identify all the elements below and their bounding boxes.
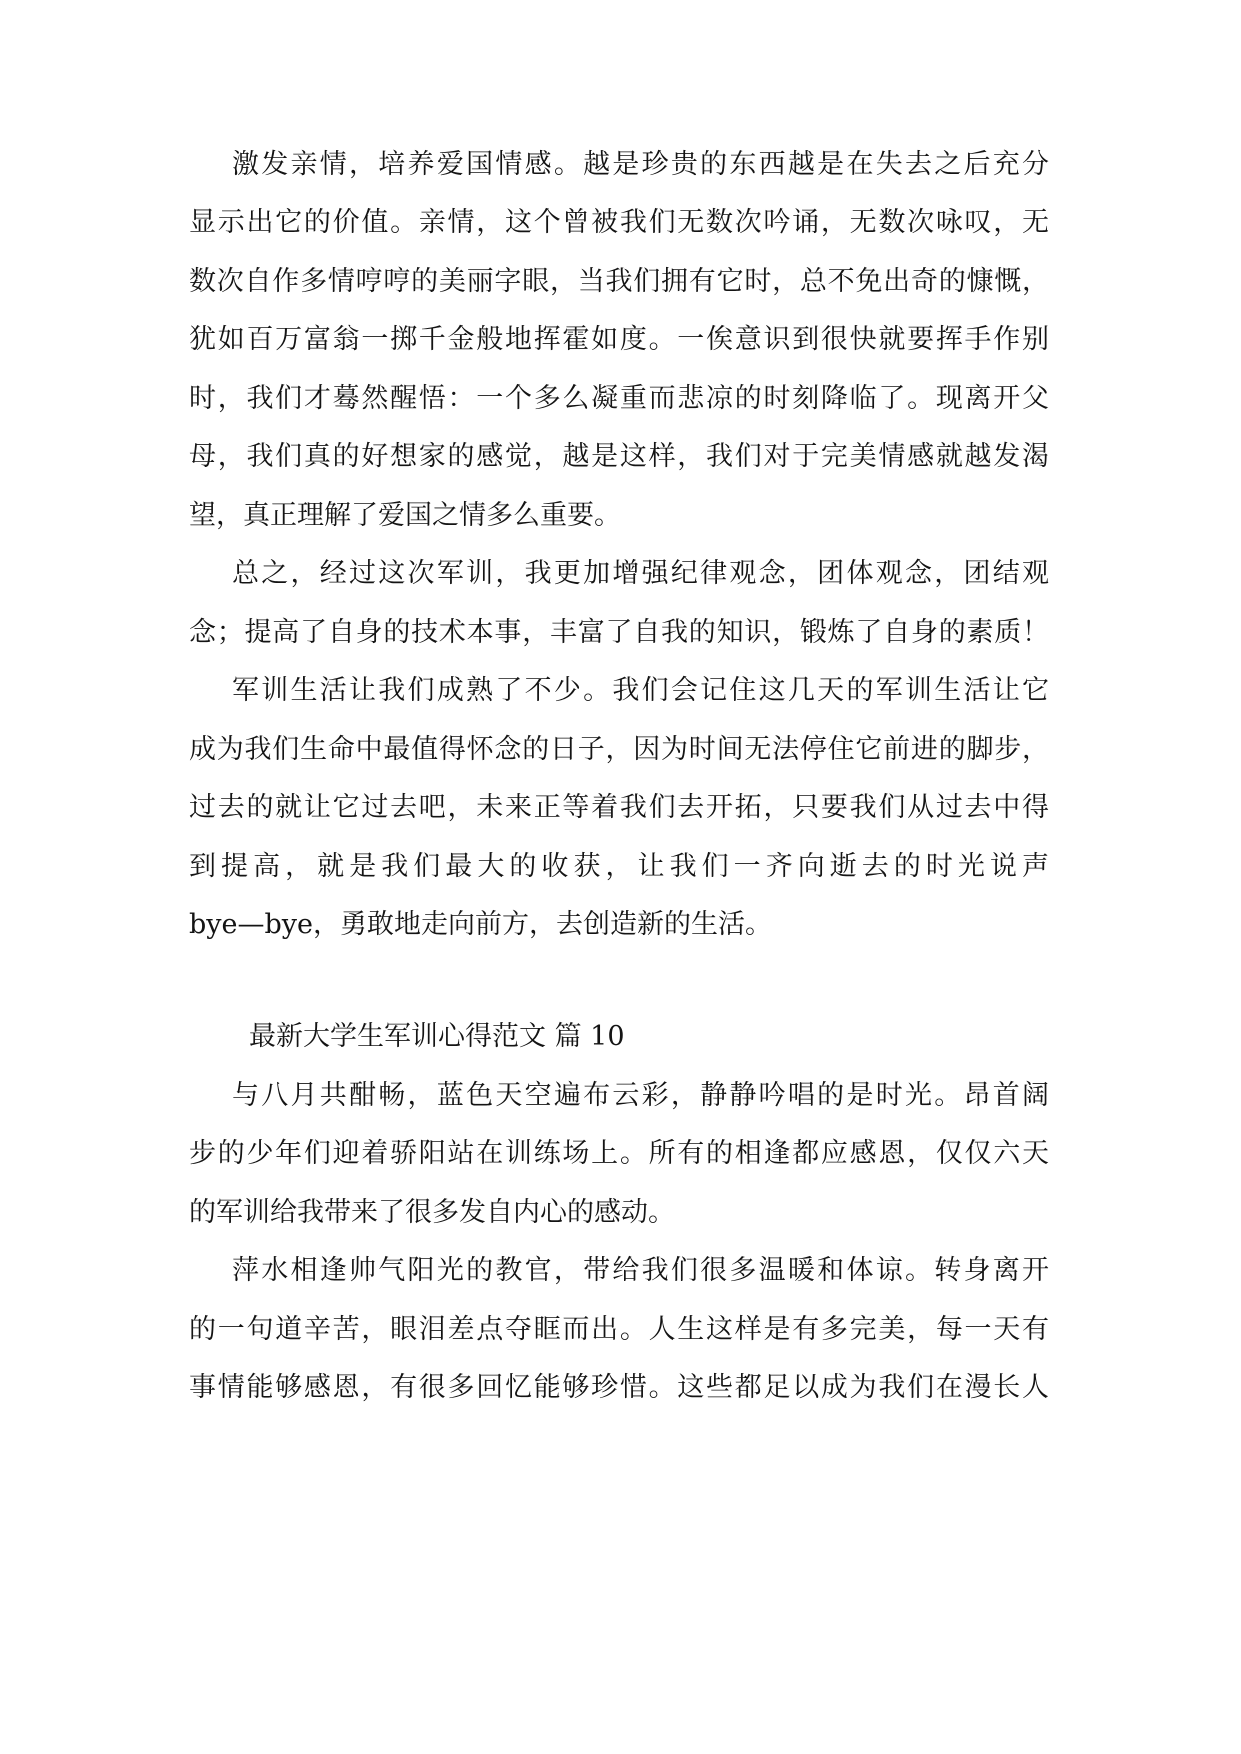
paragraph-line: 显示出它的价值。亲情，这个曾被我们无数次吟诵，无数次咏叹，无 [189,207,1049,238]
paragraph-line: 事情能够感恩，有很多回忆能够珍惜。这些都足以成为我们在漫长人 [189,1372,1049,1403]
paragraph-line: 犹如百万富翁一掷千金般地挥霍如度。一俟意识到很快就要挥手作别 [189,324,1049,355]
section-heading: 最新大学生军训心得范文 篇 10 [249,1021,625,1052]
paragraph-line: 的一句道辛苦，眼泪差点夺眶而出。人生这样是有多完美，每一天有 [189,1314,1049,1345]
paragraph-line: 萍水相逢帅气阳光的教官，带给我们很多温暖和体谅。转身离开 [232,1255,1049,1286]
paragraph-line: 步的少年们迎着骄阳站在训练场上。所有的相逢都应感恩，仅仅六天 [189,1138,1049,1169]
paragraph-line: bye—bye，勇敢地走向前方，去创造新的生活。 [189,909,773,940]
paragraph-line: 军训生活让我们成熟了不少。我们会记住这几天的军训生活让它 [232,675,1049,706]
paragraph-line: 总之，经过这次军训，我更加增强纪律观念，团体观念，团结观 [232,558,1049,589]
paragraph-line: 念；提高了自身的技术本事，丰富了自我的知识，锻炼了自身的素质！ [189,617,1049,648]
paragraph-line: 时，我们才蓦然醒悟：一个多么凝重而悲凉的时刻降临了。现离开父 [189,383,1049,414]
paragraph-line: 与八月共酣畅，蓝色天空遍布云彩，静静吟唱的是时光。昂首阔 [232,1080,1049,1111]
paragraph-line: 望，真正理解了爱国之情多么重要。 [189,500,621,531]
paragraph-line: 数次自作多情哼哼的美丽字眼，当我们拥有它时，总不免出奇的慷慨， [189,266,1049,297]
paragraph-line: 激发亲情，培养爱国情感。越是珍贵的东西越是在失去之后充分 [232,149,1049,180]
paragraph-line: 的军训给我带来了很多发自内心的感动。 [189,1197,675,1228]
paragraph-line: 母，我们真的好想家的感觉，越是这样，我们对于完美情感就越发渴 [189,441,1049,472]
paragraph-line: 过去的就让它过去吧，未来正等着我们去开拓，只要我们从过去中得 [189,792,1049,823]
paragraph-line: 成为我们生命中最值得怀念的日子，因为时间无法停住它前进的脚步， [189,734,1049,765]
paragraph-line: 到提高，就是我们最大的收获，让我们一齐向逝去的时光说声 [189,851,1049,882]
